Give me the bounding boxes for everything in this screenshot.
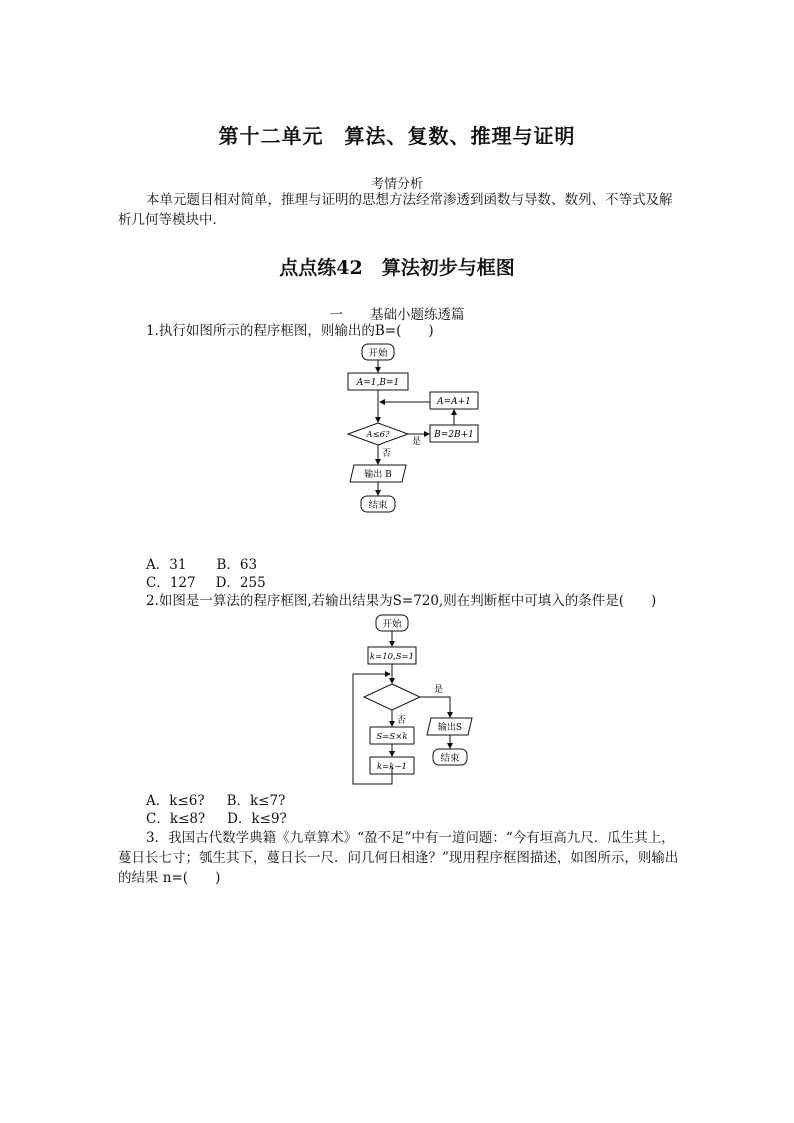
q1-option-d: D．255 bbox=[215, 575, 266, 591]
question-2-options-row-2 bbox=[146, 810, 287, 828]
flow2-end-label: 结束 bbox=[440, 753, 460, 764]
question-1-options-row-2 bbox=[146, 574, 266, 592]
flow1-body2-label: A=A+1 bbox=[437, 397, 471, 407]
question-3-stem: 3．我国古代数学典籍《九章算术》“盈不足”中有一道问题：“今有垣高九尺．瓜生其上，蔓日长七寸；瓠生其下，蔓日长一尺．问几何日相逢？”现用程序框图描述，如图所示，则输出的结果 n=( ) bbox=[118, 830, 679, 886]
flow1-condition-label: A≤6? bbox=[366, 430, 390, 440]
q1-option-a: A．31 bbox=[146, 557, 187, 573]
flow1-no-label: 否 bbox=[382, 449, 392, 459]
question-1-stem: 1.执行如图所示的程序框图，则输出的B=( ) bbox=[146, 323, 434, 339]
lesson-title: 点点练42 算法初步与框图 bbox=[279, 257, 515, 279]
q2-option-a: A．k≤6? bbox=[146, 793, 205, 809]
flow2-body1-label: S=S×k bbox=[376, 732, 408, 742]
flow2-start-label: 开始 bbox=[382, 619, 402, 630]
question-2-flowchart bbox=[345, 612, 485, 792]
question-2-stem: 2.如图是一算法的程序框图,若输出结果为S=720,则在判断框中可填入的条件是( ) bbox=[146, 593, 657, 609]
flow1-end-label: 结束 bbox=[368, 500, 388, 511]
section-title: 一 基础小题练透篇 bbox=[329, 307, 465, 323]
q1-option-b: B．63 bbox=[216, 557, 258, 573]
q2-option-b: B．k≤7? bbox=[226, 793, 286, 809]
flow1-init-label: A=1,B=1 bbox=[356, 378, 400, 388]
flow2-body2-label: k=k−1 bbox=[377, 762, 407, 772]
question-1-options-row-1 bbox=[146, 556, 257, 574]
flow1-yes-label: 是 bbox=[412, 437, 422, 447]
flow1-output-label: 输出 B bbox=[364, 470, 392, 480]
flow2-output-label: 输出S bbox=[437, 723, 463, 733]
q2-option-d: D．k≤9? bbox=[227, 811, 287, 827]
q2-option-c: C．k≤8? bbox=[146, 811, 206, 827]
q1-option-c: C．127 bbox=[146, 575, 196, 591]
question-1-flowchart bbox=[340, 340, 490, 520]
flow2-init-label: k=10,S=1 bbox=[369, 652, 415, 662]
question-2-options-row-1 bbox=[146, 792, 285, 810]
flow2-yes-label: 是 bbox=[434, 685, 444, 695]
analysis-text: 本单元题目相对简单，推理与证明的思想方法经常渗透到函数与导数、数列、不等式及解析几何等模块中． bbox=[118, 192, 673, 228]
flow1-body1-label: B=2B+1 bbox=[434, 430, 474, 440]
flow2-condition-node bbox=[364, 684, 420, 710]
flow2-no-label: 否 bbox=[397, 716, 407, 726]
analysis-heading: 考情分析 bbox=[370, 177, 423, 192]
unit-title: 第十二单元 算法、复数、推理与证明 bbox=[218, 124, 576, 148]
flow1-start-label: 开始 bbox=[368, 348, 388, 359]
